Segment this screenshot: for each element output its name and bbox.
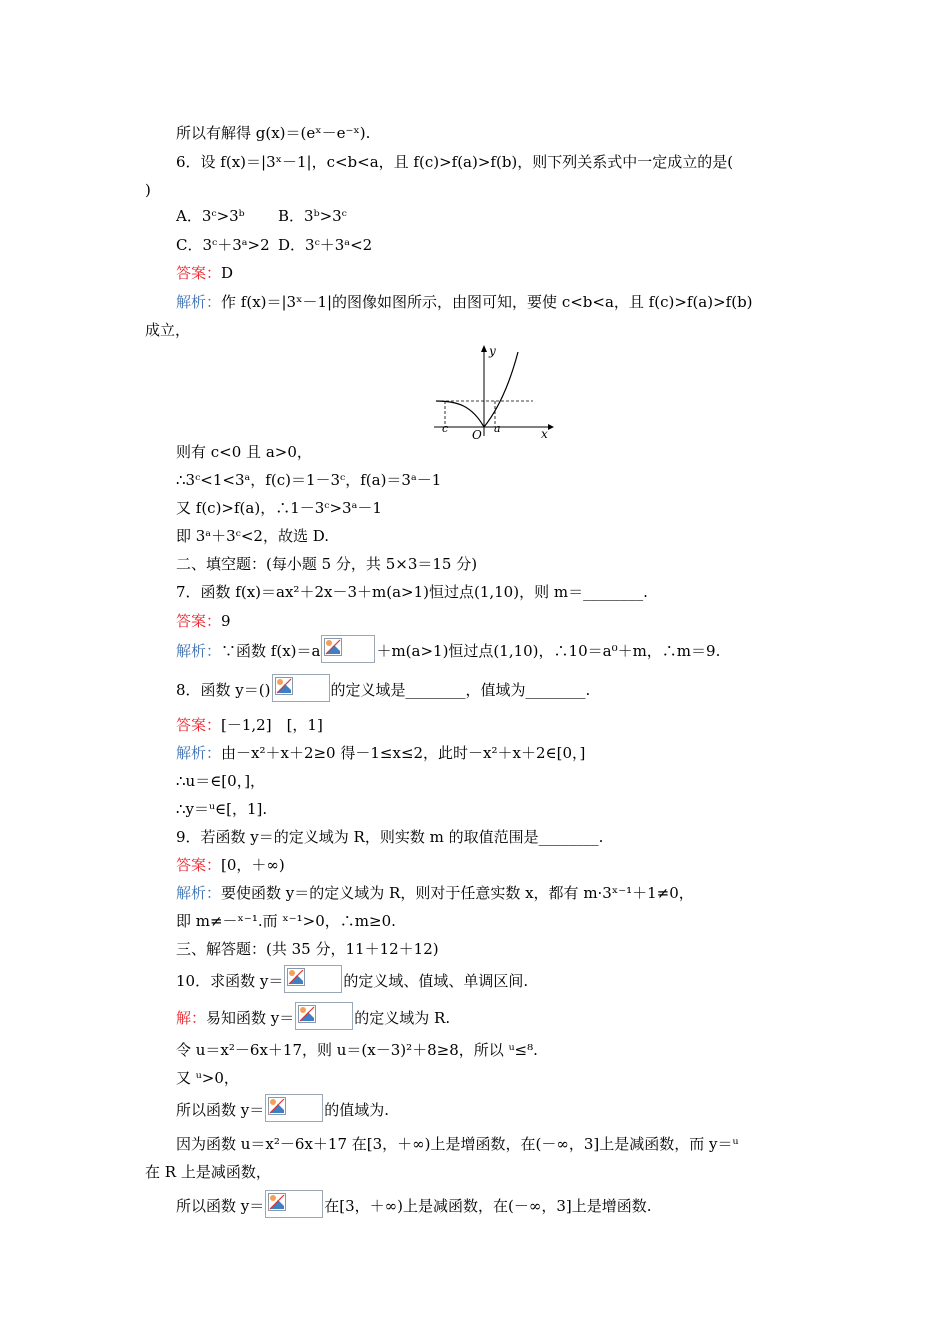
option-a: A．3ᶜ>3ᵇ (176, 207, 245, 225)
formula-image (284, 965, 342, 993)
a-label: a (494, 422, 501, 435)
question-text: 10．求函数 y＝ (176, 972, 284, 990)
derivation-line: 所以有解得 g(x)＝(eˣ－e⁻ˣ). (176, 124, 371, 142)
step-line: 即 m≠－ˣ⁻¹.而 ˣ⁻¹>0，∴m≥0. (176, 912, 396, 930)
range-line (176, 1100, 389, 1122)
step-line: 即 3ᵃ＋3ᶜ<2，故选 D. (176, 527, 329, 545)
formula-image (265, 1190, 323, 1218)
answer-value: [0，＋∞) (221, 856, 285, 874)
question-7: 7．函数 f(x)＝ax²＋2x－3＋m(a>1)恒过点(1,10)，则 m＝________. (176, 583, 648, 601)
solution-text: 所以函数 y＝ (176, 1197, 265, 1215)
explanation-text: 作 f(x)＝|3ˣ－1|的图像如图所示，由图可知，要使 c<b<a，且 f(c)>f(a)>f(b) (221, 293, 753, 311)
explanation-7 (176, 641, 720, 663)
step-line: 在 R 上是减函数， (145, 1163, 271, 1181)
step-line: ∴y＝ᵘ∈[，1]. (176, 800, 268, 818)
explanation-6-cont: 成立， (145, 321, 191, 339)
step-line: ∴u＝∈[0，]， (176, 772, 266, 790)
broken-image-icon (268, 1097, 286, 1115)
section-2-heading: 二、填空题：(每小题 5 分，共 5×3＝15 分) (176, 555, 478, 573)
answer-9 (176, 856, 285, 874)
explanation-text: ∵函数 f(x)＝a (221, 642, 321, 660)
x-axis-arrow (548, 424, 554, 430)
explanation-label: 解析： (176, 293, 222, 311)
broken-image-icon (324, 638, 342, 656)
formula-image (295, 1002, 353, 1030)
question-6: 6．设 f(x)＝|3ˣ－1|，c<b<a，且 f(c)>f(a)>f(b)，则下列关系式中一定成立的是( (176, 153, 734, 171)
answer-label: 答案： (176, 612, 222, 630)
option-c: C．3ᶜ＋3ᵃ>2 (176, 236, 270, 254)
c-label: c (442, 422, 449, 435)
answer-value: D (221, 264, 234, 282)
solution-10 (176, 1008, 450, 1030)
y-axis-label: y (489, 344, 496, 358)
function-graph (428, 340, 556, 440)
question-6-paren: ) (145, 181, 151, 199)
solution-text: 在[3，＋∞)上是减函数，在(－∞，3]上是增函数. (324, 1197, 652, 1215)
option-d: D．3ᶜ＋3ᵃ<2 (278, 236, 373, 254)
answer-value: [－1,2] [，1] (221, 716, 323, 734)
option-b: B．3ᵇ>3ᶜ (278, 207, 347, 225)
explanation-text: ＋m(a>1)恒过点(1,10)，∴10＝a⁰＋m，∴m＝9. (376, 642, 721, 660)
formula-image (321, 635, 375, 663)
explanation-9 (176, 884, 694, 902)
explanation-8 (176, 744, 585, 762)
solution-text: 所以函数 y＝ (176, 1101, 265, 1119)
explanation-label: 解析： (176, 744, 222, 762)
monotonic-line (176, 1196, 652, 1218)
answer-6 (176, 264, 233, 282)
question-text: 的定义域是________，值域为________. (330, 681, 591, 699)
curve-right (484, 352, 518, 427)
broken-image-icon (275, 677, 293, 695)
answer-value: 9 (221, 612, 231, 630)
broken-image-icon (268, 1193, 286, 1211)
answer-8 (176, 716, 323, 734)
x-axis-label: x (541, 427, 548, 440)
answer-label: 答案： (176, 264, 222, 282)
question-text: 8．函数 y＝() (176, 681, 271, 699)
broken-image-icon (287, 968, 305, 986)
question-9: 9．若函数 y＝的定义域为 R，则实数 m 的取值范围是________. (176, 828, 604, 846)
solution-text: 的定义域为 R. (354, 1009, 451, 1027)
step-line: 令 u＝x²－6x＋17，则 u＝(x－3)²＋8≥8，所以 ᵘ≤⁸. (176, 1041, 538, 1059)
formula-image (265, 1094, 323, 1122)
step-line: 又 f(c)>f(a)，∴1－3ᶜ>3ᵃ－1 (176, 499, 382, 517)
step-line: 因为函数 u＝x²－6x＋17 在[3，＋∞)上是增函数，在(－∞，3]上是减函数，而 y＝ᵘ (176, 1135, 739, 1153)
question-8 (176, 680, 590, 702)
step-line: ∴3ᶜ<1<3ᵃ，f(c)＝1－3ᶜ，f(a)＝3ᵃ－1 (176, 471, 442, 489)
answer-label: 答案： (176, 716, 222, 734)
solution-text: 易知函数 y＝ (206, 1009, 295, 1027)
origin-label: O (472, 428, 482, 440)
question-10 (176, 971, 528, 993)
explanation-text: 要使函数 y＝的定义域为 R，则对于任意实数 x，都有 m·3ˣ⁻¹＋1≠0， (221, 884, 694, 902)
answer-label: 答案： (176, 856, 222, 874)
formula-image (272, 674, 330, 702)
explanation-6 (176, 293, 753, 311)
explanation-label: 解析： (176, 642, 222, 660)
question-text: 的定义域、值域、单调区间. (343, 972, 529, 990)
solution-text: 的值域为. (324, 1101, 390, 1119)
broken-image-icon (298, 1005, 316, 1023)
y-axis-arrow (481, 345, 487, 352)
step-line: 又 ᵘ>0， (176, 1069, 239, 1087)
explanation-text: 由－x²＋x＋2≥0 得－1≤x≤2，此时－x²＋x＋2∈[0，] (221, 744, 586, 762)
explanation-label: 解析： (176, 884, 222, 902)
answer-7 (176, 612, 231, 630)
section-3-heading: 三、解答题：(共 35 分，11＋12＋12) (176, 940, 439, 958)
solution-label: 解： (176, 1009, 207, 1027)
step-line: 则有 c<0 且 a>0， (176, 443, 312, 461)
